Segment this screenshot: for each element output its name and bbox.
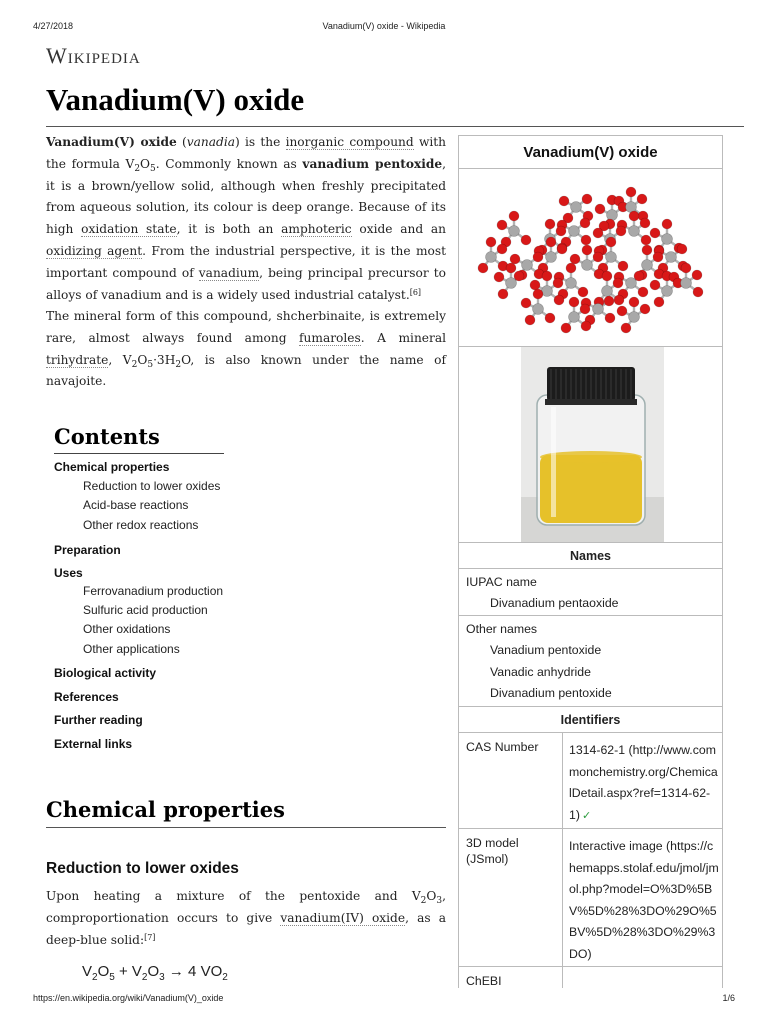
- citation-7[interactable]: [7]: [144, 932, 156, 942]
- bold-vanadium-pentoxide: vanadium pentoxide: [302, 156, 443, 171]
- iupac-value: Divanadium pentaoxide: [490, 596, 619, 610]
- print-date: 4/27/2018: [33, 21, 74, 31]
- oxygen-atom: [561, 323, 571, 333]
- glass-highlight: [551, 407, 556, 517]
- oxygen-atom: [542, 271, 552, 281]
- toc-item[interactable]: Other oxidations: [83, 622, 171, 636]
- oxygen-atom: [553, 278, 563, 288]
- oxygen-atom: [640, 304, 650, 314]
- link-oxidizing-agent[interactable]: oxidizing agent: [46, 243, 143, 258]
- oxygen-atom: [681, 263, 691, 273]
- link-fumaroles[interactable]: fumaroles: [299, 330, 361, 345]
- vanadium-atom: [509, 226, 520, 237]
- vanadium-atom: [681, 278, 692, 289]
- oxygen-atom: [557, 244, 567, 254]
- vanadium-atom: [626, 278, 637, 289]
- text: , comproportionation occurs to give: [46, 889, 446, 925]
- text: Upon heating a mixture of the pentoxide and V: [46, 889, 421, 903]
- oxygen-atom: [546, 237, 556, 247]
- oxygen-atom: [629, 211, 639, 221]
- vanadium-atom: [662, 234, 673, 245]
- eq-term: V: [82, 963, 93, 980]
- toc-item[interactable]: Sulfuric acid production: [83, 603, 208, 617]
- link-amphoteric[interactable]: amphoteric: [281, 222, 352, 237]
- oxygen-atom: [637, 194, 647, 204]
- cas-value-text[interactable]: 1314-62-1 (http://www.commonchemistry.org/ChemicalDetail.aspx?ref=1314-62-1): [569, 743, 718, 822]
- oxygen-atom: [692, 270, 702, 280]
- oxygen-atom: [614, 295, 624, 305]
- cas-label: CAS Number: [466, 740, 539, 754]
- eq-term: + V: [114, 963, 142, 980]
- citation-6[interactable]: [6]: [409, 287, 422, 297]
- intro-paragraph-1: Vanadium(V) oxide (vanadia) is the inorganic compound with the formula $V_2O_5$. Commonly known as vanadium pentoxide, it is a brown/yellow solid, although when freshly precipitated from aqueous solution, its colour is deep orange. Because of its high oxidation state, it is both an amphoteric oxide and an oxidizing agent. From the industrial perspective, it is the most important compound of vanadium, being principal precursor to alloys of vanadium and is a widely used industrial catalyst.[6]: [46, 135, 447, 302]
- text: , as a deep-blue solid:: [46, 910, 446, 947]
- oxygen-atom: [530, 280, 540, 290]
- oxygen-atom: [554, 295, 564, 305]
- text: , V: [108, 352, 132, 367]
- vanadium-atom: [566, 278, 577, 289]
- chemical-equation: $V_2O_5 + V_2O_3 \to 4$ $VO_2$: [82, 963, 228, 983]
- toc-item[interactable]: Other redox reactions: [83, 518, 199, 532]
- link-vanadium[interactable]: vanadium: [198, 265, 260, 280]
- oxygen-atom: [525, 315, 535, 325]
- oxygen-atom: [638, 287, 648, 297]
- oxygen-atom: [605, 313, 615, 323]
- vanadium-atom: [593, 304, 604, 315]
- print-page-number: 1/6: [722, 993, 735, 1003]
- toc-item[interactable]: References: [54, 690, 119, 704]
- eq-term: → 4 VO: [164, 963, 223, 980]
- oxygen-atom: [626, 187, 636, 197]
- vanadium-atom: [666, 252, 677, 263]
- names-header: Names: [459, 542, 722, 569]
- oxygen-atom: [545, 219, 555, 229]
- oxygen-atom: [578, 287, 588, 297]
- subsection-title: Reduction to lower oxides: [46, 860, 239, 877]
- oxygen-atom: [559, 196, 569, 206]
- oxygen-atom: [580, 304, 590, 314]
- cell-divider: [562, 829, 563, 967]
- print-title: Vanadium(V) oxide - Wikipedia: [322, 21, 446, 31]
- text: . A mineral: [360, 330, 446, 345]
- crystal-structure-model: [459, 169, 722, 347]
- oxygen-atom: [545, 313, 555, 323]
- crystal-structure-image[interactable]: [459, 168, 722, 347]
- vanadium-atom: [533, 304, 544, 315]
- oxygen-atom: [570, 254, 580, 264]
- oxygen-atom: [604, 296, 614, 306]
- vial-photo: [459, 347, 722, 543]
- text: O, is also known under the name of navajoite.: [46, 352, 446, 389]
- toc-item[interactable]: Chemical properties: [54, 460, 170, 474]
- section-paragraph: Upon heating a mixture of the pentoxide and $V_2O_3$, comproportionation occurs to give vanadium(IV) oxide, as a deep-blue solid:[7]: [46, 889, 446, 947]
- oxygen-atom: [478, 263, 488, 273]
- cap-rim: [545, 399, 637, 405]
- oxygen-atom: [616, 226, 626, 236]
- vanadium-atom: [546, 252, 557, 263]
- text: , being principal precursor to alloys of vanadium and is a widely used industrial catalyst.: [46, 265, 446, 302]
- text: . Commonly known as: [155, 156, 297, 171]
- text: is the: [244, 135, 281, 149]
- text: ·3H: [153, 352, 176, 367]
- oxygen-atom: [602, 271, 612, 281]
- oxygen-atom: [642, 245, 652, 255]
- print-url: https://en.wikipedia.org/wiki/Vanadium(V)_oxide: [33, 993, 224, 1003]
- other-names-label: Other names: [466, 622, 538, 636]
- oxygen-atom: [533, 252, 543, 262]
- oxygen-atom: [580, 218, 590, 228]
- oxygen-atom: [677, 244, 687, 254]
- infobox: [458, 135, 723, 988]
- oxygen-atom: [521, 235, 531, 245]
- vanadium-atom: [582, 260, 593, 271]
- vanadium-atom: [569, 226, 580, 237]
- vanadium-atom: [486, 252, 497, 263]
- oxygen-atom: [582, 245, 592, 255]
- page-title: Vanadium(V) oxide: [46, 82, 305, 117]
- oxygen-atom: [593, 228, 603, 238]
- oxygen-atom: [581, 321, 591, 331]
- oxygen-atom: [640, 218, 650, 228]
- 3d-model-row: [459, 828, 722, 967]
- oxygen-atom: [509, 211, 519, 221]
- toc-item[interactable]: Uses: [54, 566, 83, 580]
- vanadium-atom: [506, 278, 517, 289]
- intro-paragraph-2: The mineral form of this compound, shcherbinaite, is extremely rare, almost always found among fumaroles. A mineral trihydrate, $V_2O_5\cdot 3H_2O$, is also known under the name of navajoite.: [46, 309, 446, 389]
- link-inorganic-compound[interactable]: inorganic compound: [285, 135, 414, 149]
- oxygen-atom: [593, 252, 603, 262]
- oxygen-atom: [510, 254, 520, 264]
- oxygen-atom: [653, 252, 663, 262]
- infobox-caption: Vanadium(V) oxide: [523, 144, 658, 161]
- wikipedia-wordmark[interactable]: Wikipedia: [46, 43, 141, 68]
- oxygen-atom: [506, 263, 516, 273]
- alt-name: vanadia: [186, 135, 235, 149]
- oxygen-atom: [662, 219, 672, 229]
- oxygen-atom: [497, 220, 507, 230]
- iupac-label: IUPAC name: [466, 575, 537, 589]
- oxygen-atom: [693, 287, 703, 297]
- oxygen-atom: [494, 272, 504, 282]
- vanadium-atom: [629, 226, 640, 237]
- vanadium-atom: [606, 252, 617, 263]
- toc-item[interactable]: Acid-base reactions: [83, 498, 189, 512]
- other-name-1: Vanadium pentoxide: [490, 643, 602, 657]
- oxygen-atom: [569, 297, 579, 307]
- oxygen-atom: [497, 244, 507, 254]
- print-footer: [0, 993, 768, 1005]
- 3d-model-link[interactable]: Interactive image (https://chemapps.stolaf.edu/jmol/jmol.php?model=O%3D%5BV%5D%28%3DO%29O%5BV%5D%28%3DO%29%3DO): [569, 839, 719, 961]
- table-of-contents: [54, 424, 234, 751]
- toc-item[interactable]: Reduction to lower oxides: [83, 479, 221, 493]
- oxygen-atom: [566, 263, 576, 273]
- vanadium-atom: [642, 260, 653, 271]
- vanadium-atom: [607, 210, 618, 221]
- oxygen-atom: [613, 278, 623, 288]
- toc-item[interactable]: Other applications: [83, 642, 180, 656]
- vanadium-atom: [522, 260, 533, 271]
- section-divider: [46, 827, 446, 828]
- identifiers-header: Identifiers: [459, 706, 722, 733]
- oxygen-atom: [617, 306, 627, 316]
- print-header: [0, 21, 768, 33]
- other-name-2: Vanadic anhydride: [490, 665, 591, 679]
- text: The mineral form of this compound, shcherbinaite, is extremely rare, almost always found among: [46, 309, 446, 345]
- cas-number-row: [459, 732, 722, 829]
- toc-item[interactable]: Biological activity: [54, 666, 157, 680]
- vanadium-atom: [569, 312, 580, 323]
- 3d-model-label: 3D model (JSmol): [466, 836, 519, 866]
- link-vanadium-iv-oxide[interactable]: vanadium(IV) oxide: [280, 910, 406, 925]
- oxygen-atom: [595, 204, 605, 214]
- oxygen-atom: [606, 237, 616, 247]
- text: with the formula V: [46, 135, 447, 171]
- oxygen-atom: [654, 297, 664, 307]
- section-title: Chemical properties: [46, 797, 285, 822]
- oxygen-atom: [498, 289, 508, 299]
- text: oxide and an: [359, 222, 447, 237]
- chebi-label: ChEBI: [466, 974, 502, 988]
- link-oxidation-state[interactable]: oxidation state: [81, 222, 177, 237]
- toc-title: Contents: [54, 424, 224, 454]
- chebi-row: [459, 966, 722, 988]
- toc-item[interactable]: Further reading: [54, 713, 143, 727]
- verified-check-icon: ✓: [581, 809, 592, 822]
- oxygen-atom: [641, 235, 651, 245]
- oxygen-atom: [582, 194, 592, 204]
- oxygen-atom: [521, 298, 531, 308]
- vanadium-atom: [662, 286, 673, 297]
- oxygen-atom: [486, 237, 496, 247]
- lead-bold-term: Vanadium(V) oxide: [46, 135, 177, 149]
- text: , it is a brown/yellow solid, although when freshly precipitated from aqueous solution, its colour is deep orange. Because of its high: [46, 156, 446, 237]
- toc-item[interactable]: External links: [54, 737, 133, 751]
- oxygen-atom: [556, 226, 566, 236]
- cell-divider: [562, 733, 563, 829]
- oxygen-atom: [650, 280, 660, 290]
- other-names-row: [459, 615, 722, 707]
- oxygen-atom: [533, 289, 543, 299]
- toc-item[interactable]: Preparation: [54, 543, 121, 557]
- oxygen-atom: [650, 228, 660, 238]
- vanadium-atom: [629, 312, 640, 323]
- oxygen-atom: [629, 297, 639, 307]
- text: . From the industrial perspective, it is the most important compound of: [46, 243, 446, 280]
- cell-divider: [562, 967, 563, 988]
- toc-item[interactable]: Ferrovanadium production: [83, 584, 224, 598]
- vanadium-atom: [602, 286, 613, 297]
- link-trihydrate[interactable]: trihydrate: [46, 352, 109, 367]
- text: , it is both an: [176, 222, 274, 237]
- oxygen-atom: [618, 261, 628, 271]
- cas-value[interactable]: [569, 740, 719, 827]
- iupac-row: [459, 568, 722, 616]
- oxygen-atom: [581, 235, 591, 245]
- title-divider: [46, 126, 744, 127]
- vanadium-atom: [571, 202, 582, 213]
- sample-photo[interactable]: [459, 346, 722, 543]
- oxygen-atom: [621, 323, 631, 333]
- other-name-3: Divanadium pentoxide: [490, 686, 612, 700]
